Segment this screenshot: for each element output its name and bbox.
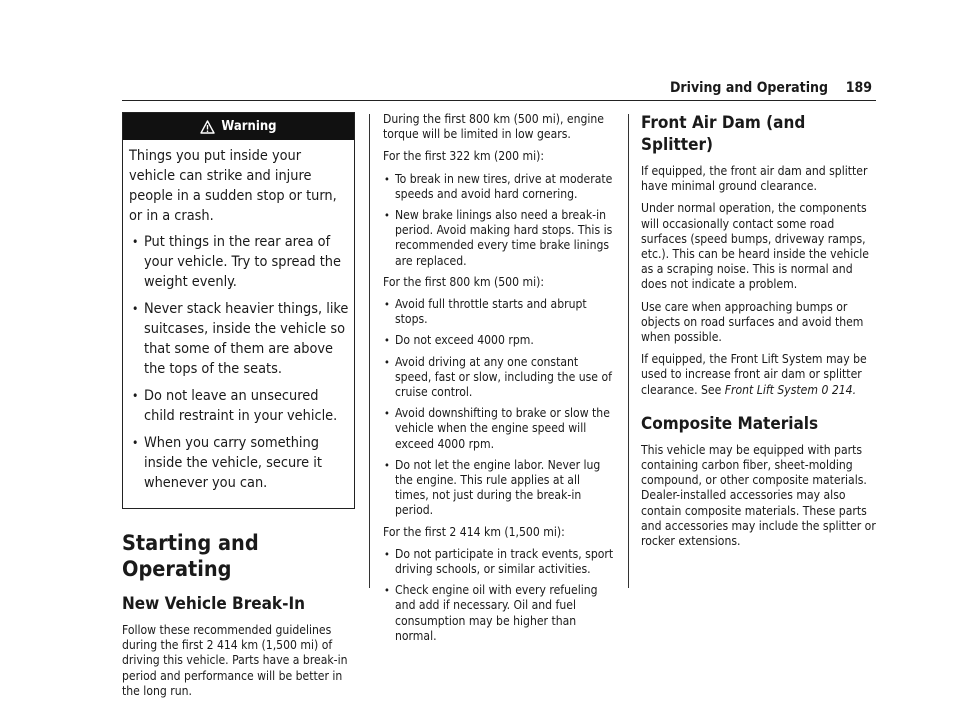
air-dam-paragraph: Use care when approaching bumps or objects on road surfaces and avoid them when possible. [641,299,864,345]
list-item: • Do not exceed 4000 rpm. [383,333,615,348]
warning-title: Warning [221,119,277,134]
section-title: Driving and Operating [669,80,828,96]
column-3 [641,112,877,556]
list-item: • Do not participate in track events, sport driving schools, or similar activities. [383,547,615,577]
list-item: • New brake linings also need a break-in period. Avoid making hard stops. This is recommended every time brake linings are replaced. [383,208,615,269]
break-in-heading: New Vehicle Break-In [122,594,306,614]
column-2 [383,112,615,650]
starting-heading: Starting and Operating [122,531,259,582]
air-dam-paragraph [641,352,877,398]
air-dam-paragraph: If equipped, the front air dam and splitter have minimal ground clearance. [641,164,868,194]
warning-box [122,112,355,509]
warning-triangle-icon [200,120,215,134]
list-item: • Do not let the engine labor. Never lug the engine. This rule applies at all times, not just during the break-in period. [383,458,615,519]
warning-header [123,113,354,140]
warning-bullet: • When you carry something inside the vehicle, secure it whenever you can. [129,433,349,493]
page-ref-arrow: 0 [821,382,829,397]
warning-intro: Things you put inside your vehicle can strike and injure people in a sudden stop or turn, or in a crash. [129,148,337,224]
warning-body [123,140,354,508]
column-1 [122,112,356,706]
list-item: • Avoid full throttle starts and abrupt stops. [383,297,615,327]
air-dam-heading: Front Air Dam (and Splitter) [641,113,806,155]
lift-text: If equipped, the Front Lift System may be used to increase front air dam or splitter clearance. See [641,352,867,397]
break-in-paragraph: Follow these recommended guidelines during the first 2 414 km (1,500 mi) of driving this vehicle. Parts have a break-in period and performance will be better in the long run. [122,623,348,698]
group-label: For the first 800 km (500 mi): [383,274,545,289]
column-divider [628,114,629,588]
warning-bullet: • Put things in the rear area of your vehicle. Try to spread the weight evenly. [129,232,349,292]
warning-bullet: • Do not leave an unsecured child restraint in your vehicle. [129,386,349,426]
list-item: • Check engine oil with every refueling and add if necessary. Oil and fuel consumption may be higher than normal. [383,583,615,644]
page-header [122,82,876,101]
ref-page: 214. [831,382,857,397]
composite-heading: Composite Materials [641,413,819,434]
warning-bullet: • Never stack heavier things, like suitcases, inside the vehicle so that some of them are above the tops of the seats. [129,299,349,379]
torque-paragraph: During the first 800 km (500 mi), engine torque will be limited in low gears. [383,112,604,142]
list-item: • Avoid downshifting to brake or slow the vehicle when the engine speed will exceed 4000 rpm. [383,406,615,452]
front-lift-system-link[interactable] [725,383,856,397]
page-number: 189 [845,80,872,96]
ref-title: Front Lift System [724,382,818,397]
group-label: For the first 322 km (200 mi): [383,149,545,164]
list-item: • Avoid driving at any one constant speed, fast or slow, including the use of cruise control. [383,355,615,401]
column-divider [369,114,370,588]
group-label: For the first 2 414 km (1,500 mi): [383,524,565,539]
air-dam-paragraph: Under normal operation, the components will occasionally contact some road surfaces (speed bumps, driveway ramps, etc.). This can be heard inside the vehicle as a scraping noise. This is normal and does not indicate a problem. [641,201,869,292]
list-item: • To break in new tires, drive at moderate speeds and avoid hard cornering. [383,172,615,202]
composite-paragraph: This vehicle may be equipped with parts containing carbon fiber, sheet-molding compound, or other composite materials. Dealer-installed accessories may also contain composite materials. These parts and accessories may include the splitter or rocker extensions. [641,442,876,549]
